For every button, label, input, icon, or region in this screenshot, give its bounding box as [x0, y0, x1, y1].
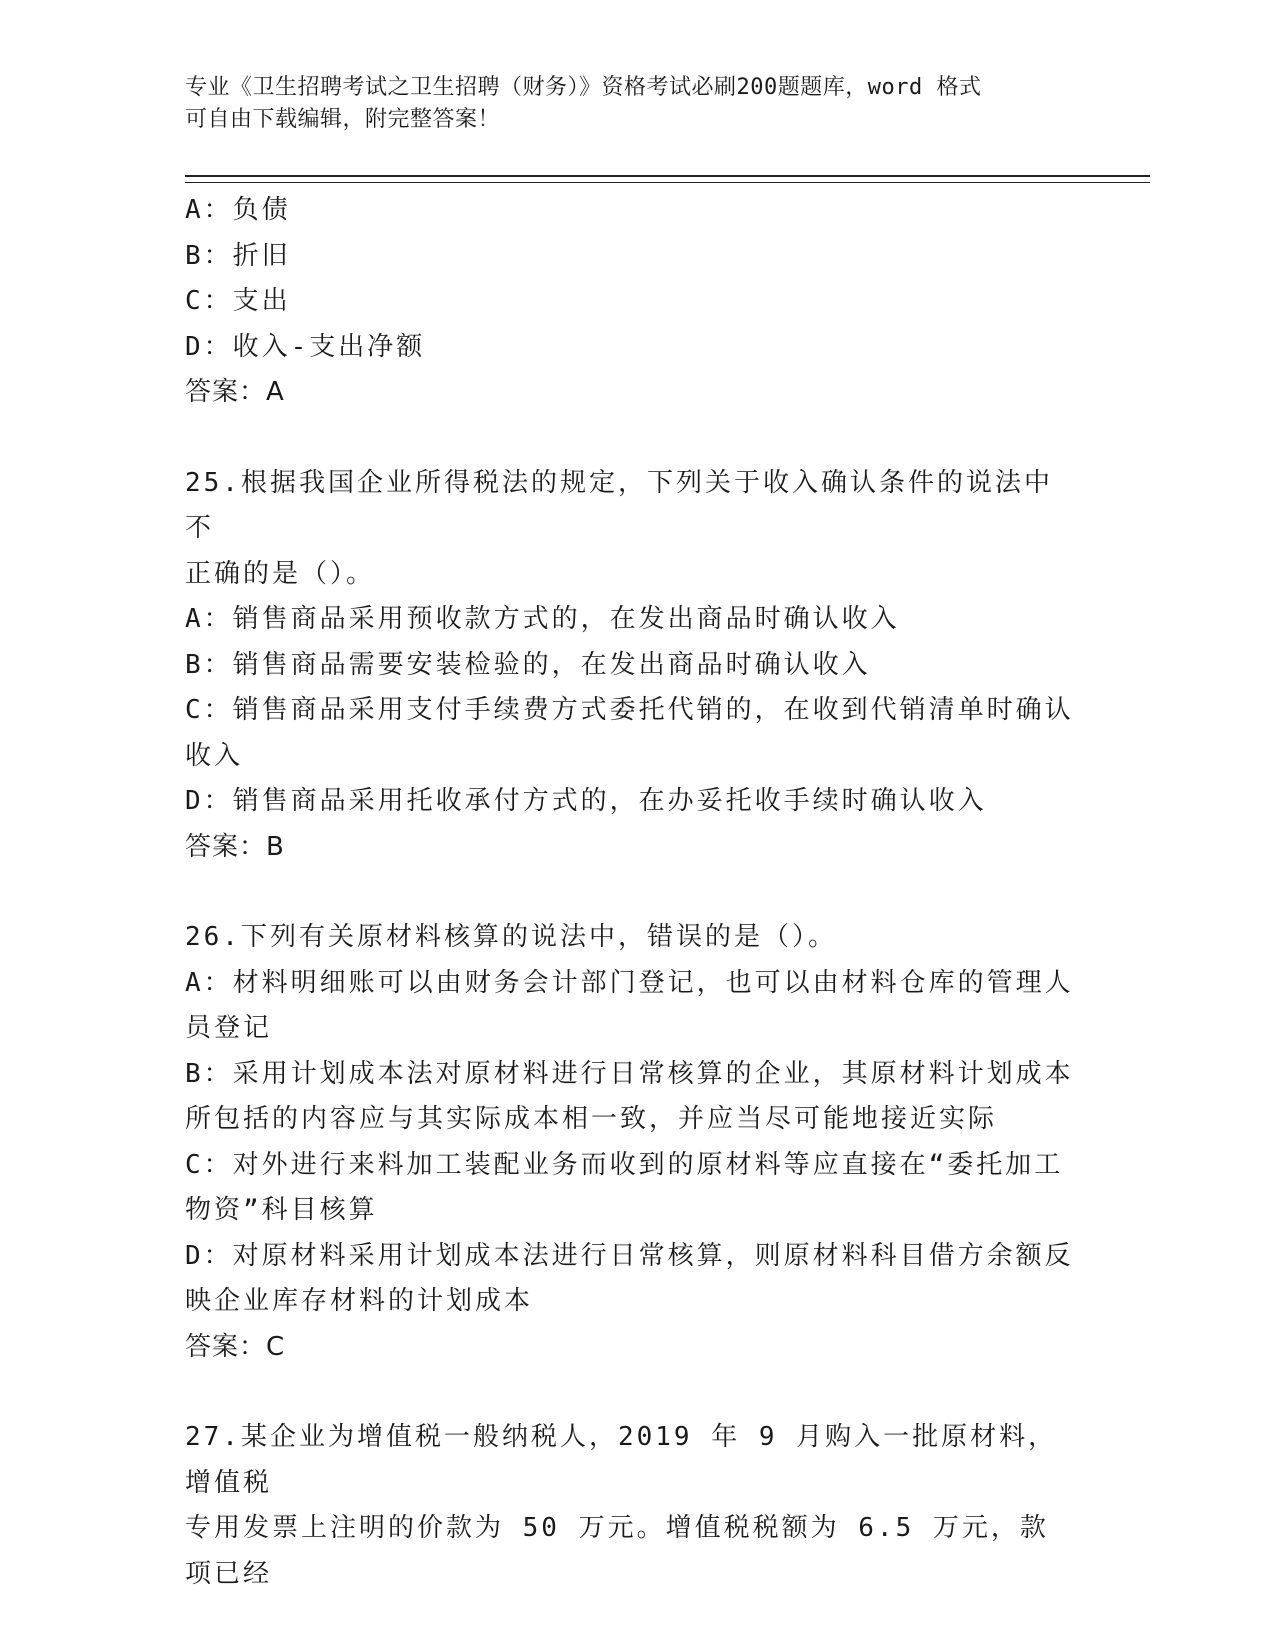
question-25 — [185, 461, 1075, 871]
question-title: 25.根据我国企业所得税法的规定，下列关于收入确认条件的说法中不 — [185, 467, 1053, 543]
option-a: A：材料明细账可以由财务会计部门登记，也可以由材料仓库的管理人 — [185, 967, 1074, 998]
header-divider — [185, 175, 1150, 177]
option-d-cont: 映企业库存材料的计划成本 — [185, 1286, 534, 1316]
option-c: C：支出 — [185, 286, 291, 316]
question-27 — [185, 1415, 1075, 1597]
option-b-cont: 所包括的内容应与其实际成本相一致，并应当尽可能地接近实际 — [185, 1104, 998, 1134]
header-divider — [185, 182, 1150, 183]
option-a: A：销售商品采用预收款方式的，在发出商品时确认收入 — [185, 604, 900, 634]
option-a-cont: 员登记 — [185, 1013, 273, 1043]
option-b: B：采用计划成本法对原材料进行日常核算的企业，其原材料计划成本 — [185, 1058, 1074, 1089]
option-c: C：销售商品采用支付手续费方式委托代销的，在收到代销清单时确认 — [185, 695, 1074, 725]
option-c: C：对外进行来料加工装配业务而收到的原材料等应直接在“委托加工 — [185, 1149, 1064, 1180]
answer: 答案：B — [185, 831, 285, 862]
option-d: D：对原材料采用计划成本法进行日常核算，则原材料科目借方余额反 — [185, 1240, 1074, 1271]
question-26 — [185, 915, 1075, 1370]
header-line: 可自由下载编辑，附完整答案！ — [185, 107, 501, 132]
question-title: 27.某企业为增值税一般纳税人，2019 年 9 月购入一批原材料，增值税 — [185, 1422, 1058, 1498]
option-a: A：负债 — [185, 195, 291, 225]
question-title: 专用发票上注明的价款为 50 万元。增值税税额为 6.5 万元，款项已经 — [185, 1513, 1049, 1589]
option-b: B：销售商品需要安装检验的，在发出商品时确认收入 — [185, 649, 871, 680]
question-24-tail — [185, 188, 1075, 416]
option-d: D：收入-支出净额 — [185, 331, 426, 362]
question-title: 26.下列有关原材料核算的说法中，错误的是（）。 — [185, 922, 837, 952]
option-d: D：销售商品采用托收承付方式的，在办妥托收手续时确认收入 — [185, 786, 987, 816]
option-c-cont: 物资”科目核算 — [185, 1195, 378, 1225]
option-b: B：折旧 — [185, 240, 291, 271]
document-header — [185, 72, 1065, 136]
option-c-cont: 收入 — [185, 740, 244, 771]
question-list — [185, 188, 1075, 1597]
answer: 答案：C — [185, 1331, 286, 1362]
answer: 答案：A — [185, 377, 285, 407]
header-line: 专业《卫生招聘考试之卫生招聘（财务）》资格考试必刷200题题库，word 格式 — [185, 75, 982, 100]
question-title: 正确的是（）。 — [185, 558, 376, 589]
